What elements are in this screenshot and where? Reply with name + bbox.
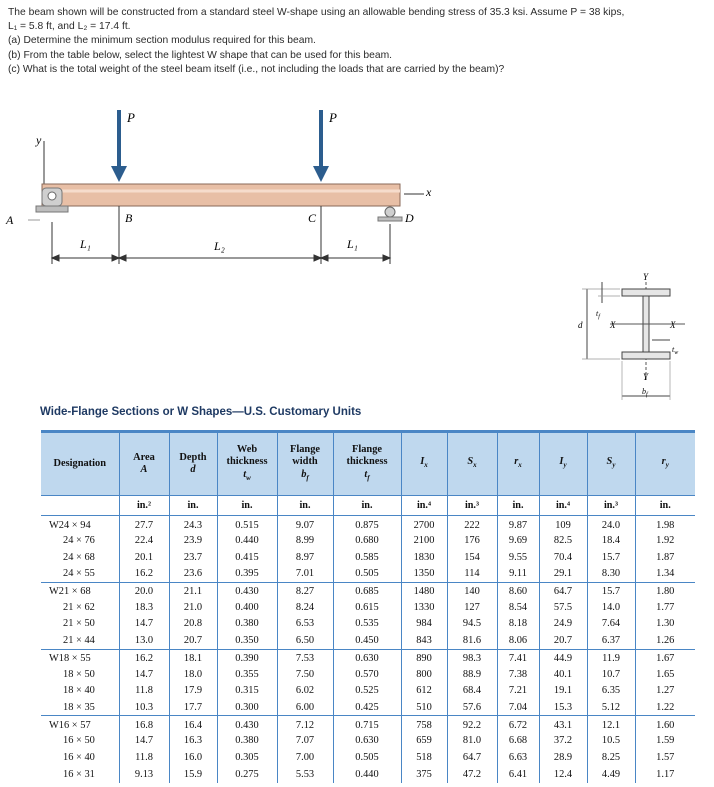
table-row: [41, 666, 695, 683]
problem-part-a: (a) Determine the minimum section modulus required for this beam.: [8, 35, 316, 47]
column-header-11: $r_y$: [635, 432, 695, 496]
value-cell: 11.9: [587, 649, 635, 666]
value-cell: 8.25: [587, 749, 635, 766]
value-cell: 659: [401, 732, 447, 749]
value-cell: 1.87: [635, 549, 695, 566]
table-row: [41, 649, 695, 666]
value-cell: 16.4: [169, 716, 217, 733]
table-row: [41, 716, 695, 733]
value-cell: 0.390: [217, 649, 277, 666]
label-y-bottom: Y: [643, 372, 649, 382]
value-cell: 29.1: [539, 566, 587, 583]
value-cell: 20.7: [539, 632, 587, 649]
value-cell: 8.27: [277, 582, 333, 599]
value-cell: 28.9: [539, 749, 587, 766]
value-cell: 0.525: [333, 682, 401, 699]
value-cell: 7.50: [277, 666, 333, 683]
value-cell: 0.685: [333, 582, 401, 599]
value-cell: 68.4: [447, 682, 497, 699]
value-cell: 47.2: [447, 766, 497, 783]
value-cell: 8.54: [497, 599, 539, 616]
value-cell: 9.13: [119, 766, 169, 783]
table-units-row: [41, 496, 695, 516]
column-header-9: $I_y$: [539, 432, 587, 496]
value-cell: 1.65: [635, 666, 695, 683]
table-group-3: [41, 716, 695, 783]
value-cell: 0.400: [217, 599, 277, 616]
value-cell: 9.11: [497, 566, 539, 583]
value-cell: 1.57: [635, 749, 695, 766]
value-cell: 2100: [401, 532, 447, 549]
unit-cell-9: in.⁴: [539, 496, 587, 516]
table-row: [41, 599, 695, 616]
value-cell: 0.875: [333, 516, 401, 533]
table-row: [41, 516, 695, 533]
table-group-1: [41, 582, 695, 649]
value-cell: 7.01: [277, 566, 333, 583]
value-cell: 6.53: [277, 616, 333, 633]
value-cell: 984: [401, 616, 447, 633]
value-cell: 16.3: [169, 732, 217, 749]
value-cell: 0.275: [217, 766, 277, 783]
value-cell: 7.41: [497, 649, 539, 666]
dim-label-3: L₁: [347, 237, 358, 251]
value-cell: 1.92: [635, 532, 695, 549]
value-cell: 4.49: [587, 766, 635, 783]
value-cell: 0.715: [333, 716, 401, 733]
designation-cell: W21 × 68: [49, 586, 91, 598]
table-row: [41, 632, 695, 649]
value-cell: 13.0: [119, 632, 169, 649]
value-cell: 6.37: [587, 632, 635, 649]
value-cell: 10.3: [119, 699, 169, 716]
value-cell: 800: [401, 666, 447, 683]
value-cell: 8.30: [587, 566, 635, 583]
dim-label-1: L₁: [80, 237, 91, 251]
value-cell: 6.02: [277, 682, 333, 699]
value-cell: 0.505: [333, 749, 401, 766]
value-cell: 37.2: [539, 732, 587, 749]
value-cell: 14.7: [119, 732, 169, 749]
value-cell: 1.30: [635, 616, 695, 633]
value-cell: 7.21: [497, 682, 539, 699]
y-axis-label: y: [36, 133, 42, 147]
table-group-2: [41, 649, 695, 716]
value-cell: 758: [401, 716, 447, 733]
value-cell: 40.1: [539, 666, 587, 683]
value-cell: 6.72: [497, 716, 539, 733]
problem-line-1: The beam shown will be constructed from a standard steel W-shape using an allowable bending stress of 35.3 ksi. Assume P = 38 kips,: [8, 7, 625, 18]
value-cell: 9.87: [497, 516, 539, 533]
designation-cell: 18 × 40: [63, 685, 95, 697]
value-cell: 70.4: [539, 549, 587, 566]
load-arrow-right: [313, 110, 329, 182]
value-cell: 7.53: [277, 649, 333, 666]
value-cell: 0.450: [333, 632, 401, 649]
designation-cell: 21 × 62: [63, 601, 95, 613]
value-cell: 9.55: [497, 549, 539, 566]
table-row: [41, 732, 695, 749]
value-cell: 1.77: [635, 599, 695, 616]
value-cell: 0.305: [217, 749, 277, 766]
value-cell: 16.2: [119, 649, 169, 666]
label-bf: $b_f$: [642, 387, 648, 398]
value-cell: 8.60: [497, 582, 539, 599]
designation-cell: W24 × 94: [49, 519, 91, 531]
table-row: [41, 566, 695, 583]
value-cell: 24.0: [587, 516, 635, 533]
column-header-1: Area A: [119, 432, 169, 496]
value-cell: 510: [401, 699, 447, 716]
unit-cell-11: in.: [635, 496, 695, 516]
value-cell: 8.24: [277, 599, 333, 616]
designation-cell: 18 × 50: [63, 668, 95, 680]
table-row: [41, 582, 695, 599]
table-group-0: [41, 516, 695, 583]
value-cell: 24.3: [169, 516, 217, 533]
problem-statement: [8, 6, 708, 77]
column-header-10: $S_y$: [587, 432, 635, 496]
value-cell: 6.35: [587, 682, 635, 699]
value-cell: 109: [539, 516, 587, 533]
value-cell: 6.63: [497, 749, 539, 766]
beam: [42, 184, 400, 206]
value-cell: 88.9: [447, 666, 497, 683]
value-cell: 127: [447, 599, 497, 616]
table-row: [41, 532, 695, 549]
column-header-5: Flange thickness $t_f$: [333, 432, 401, 496]
value-cell: 18.3: [119, 599, 169, 616]
value-cell: 10.5: [587, 732, 635, 749]
table-row: [41, 766, 695, 783]
value-cell: 12.4: [539, 766, 587, 783]
point-b-label: B: [125, 211, 133, 225]
value-cell: 20.0: [119, 582, 169, 599]
unit-cell-0: [41, 496, 119, 516]
designation-cell: 21 × 50: [63, 618, 95, 630]
unit-cell-8: in.: [497, 496, 539, 516]
value-cell: 0.315: [217, 682, 277, 699]
unit-cell-1: in.²: [119, 496, 169, 516]
value-cell: 7.00: [277, 749, 333, 766]
problem-line-2: L₁ = 5.8 ft, and L₂ = 17.4 ft.: [8, 21, 131, 33]
designation-cell: W16 × 57: [49, 719, 91, 731]
value-cell: 0.515: [217, 516, 277, 533]
value-cell: 20.7: [169, 632, 217, 649]
value-cell: 1.17: [635, 766, 695, 783]
value-cell: 81.6: [447, 632, 497, 649]
value-cell: 1.59: [635, 732, 695, 749]
value-cell: 21.0: [169, 599, 217, 616]
w-shape-section-diagram: [570, 268, 700, 408]
designation-cell: 16 × 50: [63, 735, 95, 747]
value-cell: 16.8: [119, 716, 169, 733]
value-cell: 9.07: [277, 516, 333, 533]
designation-cell: 16 × 31: [63, 768, 95, 780]
value-cell: 8.06: [497, 632, 539, 649]
value-cell: 1330: [401, 599, 447, 616]
value-cell: 24.9: [539, 616, 587, 633]
value-cell: 98.3: [447, 649, 497, 666]
value-cell: 64.7: [447, 749, 497, 766]
value-cell: 22.4: [119, 532, 169, 549]
value-cell: 17.7: [169, 699, 217, 716]
value-cell: 21.1: [169, 582, 217, 599]
value-cell: 94.5: [447, 616, 497, 633]
problem-part-c: (c) What is the total weight of the steel beam itself (i.e., not including the loads that are carried by the beam)?: [8, 63, 505, 75]
value-cell: 15.7: [587, 549, 635, 566]
value-cell: 15.7: [587, 582, 635, 599]
value-cell: 17.9: [169, 682, 217, 699]
value-cell: 1.26: [635, 632, 695, 649]
load-label-left: P: [127, 110, 135, 125]
beam-figure: [0, 96, 460, 276]
value-cell: 8.99: [277, 532, 333, 549]
label-x-right: X: [670, 320, 676, 330]
value-cell: 14.0: [587, 599, 635, 616]
unit-cell-3: in.: [217, 496, 277, 516]
value-cell: 0.350: [217, 632, 277, 649]
table-title: Wide-Flange Sections or W Shapes—U.S. Customary Units: [40, 406, 362, 418]
designation-cell: 24 × 76: [63, 535, 95, 547]
value-cell: 43.1: [539, 716, 587, 733]
value-cell: 7.12: [277, 716, 333, 733]
value-cell: 6.68: [497, 732, 539, 749]
value-cell: 19.1: [539, 682, 587, 699]
value-cell: 20.8: [169, 616, 217, 633]
value-cell: 0.680: [333, 532, 401, 549]
value-cell: 1350: [401, 566, 447, 583]
column-header-3: Web thickness $t_w$: [217, 432, 277, 496]
value-cell: 1.98: [635, 516, 695, 533]
value-cell: 16.2: [119, 566, 169, 583]
point-d-label: D: [405, 211, 414, 225]
value-cell: 1830: [401, 549, 447, 566]
value-cell: 1.67: [635, 649, 695, 666]
x-axis-label: x: [426, 185, 432, 199]
value-cell: 6.00: [277, 699, 333, 716]
unit-cell-4: in.: [277, 496, 333, 516]
value-cell: 0.355: [217, 666, 277, 683]
column-header-2: Depth d: [169, 432, 217, 496]
table-row: [41, 616, 695, 633]
value-cell: 0.300: [217, 699, 277, 716]
table-row: [41, 549, 695, 566]
value-cell: 23.9: [169, 532, 217, 549]
roller-support-d: [378, 207, 402, 221]
value-cell: 1.80: [635, 582, 695, 599]
value-cell: 14.7: [119, 666, 169, 683]
table-header-row: [41, 432, 695, 496]
value-cell: 81.0: [447, 732, 497, 749]
value-cell: 518: [401, 749, 447, 766]
value-cell: 57.6: [447, 699, 497, 716]
designation-cell: 21 × 44: [63, 634, 95, 646]
value-cell: 1.27: [635, 682, 695, 699]
value-cell: 7.64: [587, 616, 635, 633]
label-tf: $t_f$: [596, 309, 600, 320]
value-cell: 7.07: [277, 732, 333, 749]
value-cell: 114: [447, 566, 497, 583]
designation-cell: 24 × 68: [63, 551, 95, 563]
table-row: [41, 749, 695, 766]
value-cell: 7.04: [497, 699, 539, 716]
label-y-top: Y: [643, 272, 649, 282]
unit-cell-10: in.³: [587, 496, 635, 516]
value-cell: 16.0: [169, 749, 217, 766]
value-cell: 176: [447, 532, 497, 549]
value-cell: 11.8: [119, 749, 169, 766]
value-cell: 8.18: [497, 616, 539, 633]
column-header-6: $I_x$: [401, 432, 447, 496]
value-cell: 5.53: [277, 766, 333, 783]
value-cell: 154: [447, 549, 497, 566]
value-cell: 0.440: [217, 532, 277, 549]
value-cell: 0.535: [333, 616, 401, 633]
value-cell: 0.615: [333, 599, 401, 616]
value-cell: 0.395: [217, 566, 277, 583]
value-cell: 0.430: [217, 716, 277, 733]
value-cell: 27.7: [119, 516, 169, 533]
value-cell: 10.7: [587, 666, 635, 683]
value-cell: 2700: [401, 516, 447, 533]
column-header-0: Designation: [41, 432, 119, 496]
label-d: d: [578, 320, 583, 330]
value-cell: 64.7: [539, 582, 587, 599]
load-label-right: P: [329, 110, 337, 125]
value-cell: 20.1: [119, 549, 169, 566]
problem-part-b: (b) From the table below, select the lightest W shape that can be used for this beam.: [8, 49, 393, 61]
value-cell: 9.69: [497, 532, 539, 549]
value-cell: 0.630: [333, 732, 401, 749]
column-header-8: $r_x$: [497, 432, 539, 496]
value-cell: 0.440: [333, 766, 401, 783]
value-cell: 6.41: [497, 766, 539, 783]
value-cell: 11.8: [119, 682, 169, 699]
load-arrow-left: [111, 110, 127, 182]
value-cell: 12.1: [587, 716, 635, 733]
table-row: [41, 699, 695, 716]
designation-cell: 16 × 40: [63, 751, 95, 763]
designation-cell: W18 × 55: [49, 653, 91, 665]
value-cell: 375: [401, 766, 447, 783]
value-cell: 612: [401, 682, 447, 699]
value-cell: 7.38: [497, 666, 539, 683]
label-x-left: X: [610, 320, 616, 330]
value-cell: 5.12: [587, 699, 635, 716]
value-cell: 1.60: [635, 716, 695, 733]
w-shapes-table: [41, 430, 695, 783]
column-header-7: $S_x$: [447, 432, 497, 496]
table-row: [41, 682, 695, 699]
value-cell: 18.1: [169, 649, 217, 666]
unit-cell-6: in.⁴: [401, 496, 447, 516]
value-cell: 15.3: [539, 699, 587, 716]
value-cell: 6.50: [277, 632, 333, 649]
value-cell: 0.425: [333, 699, 401, 716]
value-cell: 82.5: [539, 532, 587, 549]
value-cell: 0.630: [333, 649, 401, 666]
value-cell: 0.380: [217, 616, 277, 633]
value-cell: 1.22: [635, 699, 695, 716]
unit-cell-2: in.: [169, 496, 217, 516]
point-c-label: C: [308, 211, 317, 225]
value-cell: 14.7: [119, 616, 169, 633]
value-cell: 15.9: [169, 766, 217, 783]
designation-cell: 18 × 35: [63, 701, 95, 713]
value-cell: 0.380: [217, 732, 277, 749]
value-cell: 18.4: [587, 532, 635, 549]
value-cell: 0.415: [217, 549, 277, 566]
value-cell: 23.7: [169, 549, 217, 566]
value-cell: 1.34: [635, 566, 695, 583]
value-cell: 18.0: [169, 666, 217, 683]
column-header-4: Flange width $b_f$: [277, 432, 333, 496]
unit-cell-5: in.: [333, 496, 401, 516]
label-tw: $t_w$: [672, 345, 679, 356]
value-cell: 843: [401, 632, 447, 649]
value-cell: 0.570: [333, 666, 401, 683]
value-cell: 222: [447, 516, 497, 533]
point-a-label: A: [6, 213, 14, 227]
designation-cell: 24 × 55: [63, 568, 95, 580]
value-cell: 0.505: [333, 566, 401, 583]
value-cell: 23.6: [169, 566, 217, 583]
value-cell: 0.430: [217, 582, 277, 599]
unit-cell-7: in.³: [447, 496, 497, 516]
value-cell: 57.5: [539, 599, 587, 616]
value-cell: 0.585: [333, 549, 401, 566]
dim-label-2: L₂: [214, 239, 225, 253]
value-cell: 1480: [401, 582, 447, 599]
value-cell: 140: [447, 582, 497, 599]
value-cell: 44.9: [539, 649, 587, 666]
value-cell: 8.97: [277, 549, 333, 566]
value-cell: 92.2: [447, 716, 497, 733]
value-cell: 890: [401, 649, 447, 666]
